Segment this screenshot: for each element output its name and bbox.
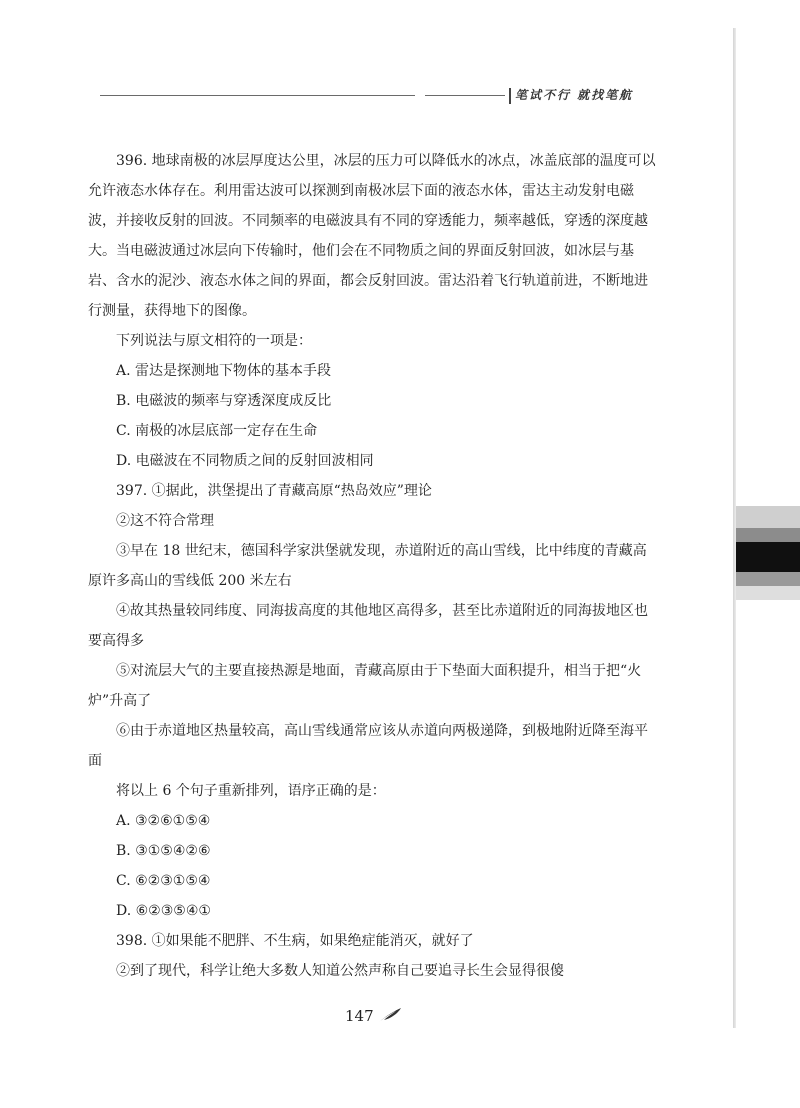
edge-band-dark: [736, 542, 800, 572]
running-header: 笔试不行 就找笔航: [515, 88, 634, 102]
q397-sentence-5: ⑤对流层大气的主要直接热源是地面，青藏高原由于下垫面大面积提升，相当于把“火炉”升高了: [88, 663, 642, 709]
edge-band-mid: [736, 528, 800, 542]
q397-option-a: A. ③②⑥①⑤④: [116, 813, 211, 829]
q397-sentence-2: ②这不符合常理: [116, 513, 214, 529]
q396-prompt: 下列说法与原文相符的一项是：: [116, 333, 312, 349]
header-divider: [509, 88, 511, 104]
q397-option-c: C. ⑥②③①⑤④: [116, 873, 211, 889]
q396-option-b: B. 电磁波的频率与穿透深度成反比: [116, 393, 332, 409]
edge-band-gray: [736, 572, 800, 586]
page-number: 147: [345, 1007, 374, 1025]
q397-option-b: B. ③①⑤④②⑥: [116, 843, 211, 859]
page-content: [88, 146, 658, 986]
page-footer: [345, 1007, 402, 1027]
q398-sentence-1: 398. ①如果能不肥胖、不生病，如果绝症能消灭，就好了: [116, 933, 474, 949]
q396-option-d: D. 电磁波在不同物质之间的反射回波相同: [116, 453, 374, 469]
q397-sentence-1: 397. ①据此，洪堡提出了青藏高原“热岛效应”理论: [116, 483, 432, 499]
q398-sentence-2: ②到了现代，科学让绝大多数人知道公然声称自己要追寻长生会显得很傻: [116, 963, 564, 979]
edge-band-pale: [736, 586, 800, 600]
q397-sentence-4: ④故其热量较同纬度、同海拔高度的其他地区高得多，甚至比赤道附近的同海拔地区也要高得多: [88, 603, 648, 649]
q397-option-d: D. ⑥②③⑤④①: [116, 903, 211, 919]
q397-sentence-3: ③早在 18 世纪末，德国科学家洪堡就发现，赤道附近的高山雪线，比中纬度的青藏高原许多高山的雪线低 200 米左右: [88, 543, 647, 589]
edge-band-light: [736, 506, 800, 528]
header-rule-right: [425, 95, 505, 96]
quill-pen-icon: [378, 1007, 402, 1027]
q396-passage: 396. 地球南极的冰层厚度达公里，冰层的压力可以降低水的冰点，冰盖底部的温度可以允许液态水体存在。利用雷达波可以探测到南极冰层下面的液态水体，雷达主动发射电磁波，并接收反射的回波。不同频率的电磁波具有不同的穿透能力，频率越低，穿透的深度越大。当电磁波通过冰层向下传输时，他们会在不同物质之间的界面反射回波，如冰层与基岩、含水的泥沙、液态水体之间的界面，都会反射回波。雷达沿着飞行轨道前进，不断地进行测量，获得地下的图像。: [88, 153, 656, 319]
q397-prompt: 将以上 6 个句子重新排列，语序正确的是：: [116, 783, 386, 799]
q396-option-a: A. 雷达是探测地下物体的基本手段: [116, 363, 332, 379]
q396-option-c: C. 南极的冰层底部一定存在生命: [116, 423, 318, 439]
header-rule-left: [100, 95, 415, 96]
q397-sentence-6: ⑥由于赤道地区热量较高，高山雪线通常应该从赤道向两极递降，到极地附近降至海平面: [88, 723, 648, 769]
